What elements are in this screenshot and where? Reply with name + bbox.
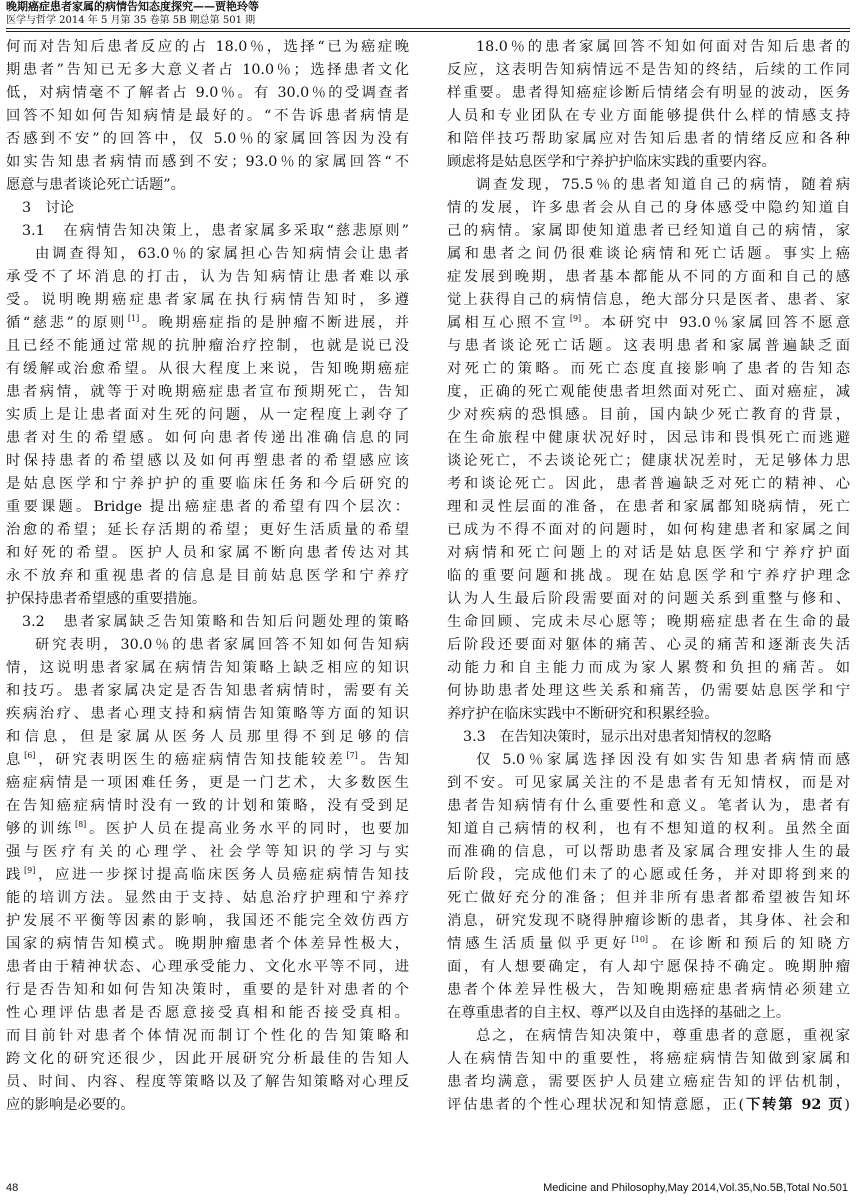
line-text: 消息，研究发现不晓得肿瘤诊断的患者，其身体、社会和: [447, 913, 850, 929]
text-line: [447, 381, 850, 404]
line-text: 员、时间、内容、程度等策略以及了解告知策略对心理反: [6, 1074, 409, 1090]
text-line: [447, 59, 850, 82]
text-line: [447, 220, 850, 243]
text-line: [447, 427, 850, 450]
section-heading: [6, 220, 409, 243]
text-line: [6, 588, 409, 611]
line-text: 是姑息医学和宁养护护的重要临床任务和今后研究的: [6, 476, 409, 492]
line-text: 在尊重患者的自主权、尊严以及自由选择的基础之上。: [447, 1005, 791, 1021]
line-text: 循“慈悲”的原则: [6, 315, 127, 331]
line-text: 属和患者之间仍很难谈论病情和死亡话题。事实上癌: [447, 246, 850, 262]
text-line: [447, 611, 850, 634]
line-text: 癌症病情是一项困难任务，更是一门艺术，大多数医生: [6, 775, 409, 791]
text-line: [6, 404, 409, 427]
text-line: [447, 1002, 850, 1025]
line-text: 已成为不得不面对的问题时，如何构建患者和家属之间: [447, 522, 850, 538]
text-line: [447, 197, 850, 220]
text-line: [6, 864, 409, 887]
line-text: 对病情和死亡问题上的对话是姑息医学和宁养疗护面: [447, 545, 850, 561]
line-text: 患者告知病情有什么重要性和意义。笔者认为，患者有: [447, 798, 850, 814]
line-text: 人在病情告知中的重要性，将癌症病情告知做到家属和: [447, 1051, 850, 1067]
text-line: [6, 358, 409, 381]
line-text: 症发展到晚期，患者基本都能从不同的方面和自己的感: [447, 269, 850, 285]
line-text: 。晚期癌症指的是肿瘤不断进展，并: [139, 315, 409, 331]
citation-ref: [6]: [24, 751, 36, 760]
text-line: [447, 565, 850, 588]
line-text: 养疗护在临床实践中不断研究和积累经验。: [447, 706, 719, 722]
text-line: [6, 680, 409, 703]
line-text: 后阶段还要面对躯体的痛苦、心灵的痛苦和逐渐丧失活: [447, 637, 850, 653]
text-line: [447, 1094, 850, 1117]
text-line: [6, 749, 409, 772]
line-text: 且已经不能通过常规的抗肿瘤治疗控制，也就是说已没: [6, 338, 409, 354]
line-text: 性心理评估患者是否愿意接受真相和能否接受真相。: [6, 1005, 409, 1021]
text-line: [447, 128, 850, 151]
left-column: [6, 36, 409, 1117]
line-text: 觉上获得自己的病情信息，绝大部分只是医者、患者、家: [447, 292, 850, 308]
text-line: [6, 1002, 409, 1025]
text-line: [447, 910, 850, 933]
line-text: 能的培训方法。显然由于支持、姑息治疗护理和宁养疗: [6, 890, 409, 906]
text-line: [447, 243, 850, 266]
text-line: [6, 818, 409, 841]
line-text: 何协助患者处理这些关系和痛苦，仍需要姑息医学和宁: [447, 683, 850, 699]
line-text: 永不放弃和重视患者的信息是目前姑息医学和宁养疗: [6, 568, 409, 584]
header-rule-bottom: [6, 31, 850, 32]
line-text: 。本研究中 93.0％家属回答不愿意: [581, 315, 850, 331]
text-line: [6, 427, 409, 450]
line-text: 对死亡的策略。而死亡态度直接影响了患者的告知态: [447, 361, 850, 377]
text-line: [6, 450, 409, 473]
line-text: 如实告知患者病情而感到不安；93.0％的家属回答“不: [6, 154, 409, 170]
text-line: [6, 266, 409, 289]
text-line: [447, 450, 850, 473]
text-line: [6, 565, 409, 588]
text-line: [6, 36, 409, 59]
text-line: [447, 1048, 850, 1071]
text-line: [447, 841, 850, 864]
line-text: 后阶段，完成他们未了的心愿或任务，并对即将到来的: [447, 867, 850, 883]
line-text: 临的重要问题和挑战。现在姑息医学和宁养疗护理念: [447, 568, 850, 584]
text-line: [6, 59, 409, 82]
line-text: 和信息，但是家属从医务人员那里得不到足够的信: [6, 729, 409, 745]
line-text: 3.2 患者家属缺乏告知策略和告知后问题处理的策略: [22, 614, 409, 630]
right-column: [447, 36, 850, 1117]
line-text: 期患者”告知已无多大意义者占 10.0％；选择患者文化: [6, 62, 409, 78]
text-line: [447, 749, 850, 772]
page-number: 48: [6, 1182, 19, 1194]
citation-ref: [7]: [346, 751, 358, 760]
line-text: 情感生活质量似乎更好: [447, 936, 631, 952]
continuation-note: 下转第 92 页: [744, 1097, 845, 1113]
text-line: [6, 335, 409, 358]
line-text: 调查发现，75.5％的患者知道自己的病情，随着病: [476, 177, 850, 193]
header-rule-top: [6, 28, 850, 29]
line-text: 己的病情。家属即使知道患者已经知道自己的病情，家: [447, 223, 850, 239]
line-text: 人员和专业团队在专业方面能够提供什么样的情感支持: [447, 108, 850, 124]
line-text: 患者个体差异性极大，告知晚期癌症患者病情必须建立: [447, 982, 850, 998]
text-line: [6, 726, 409, 749]
line-text: 样重要。患者得知癌症诊断后情绪会有明显的波动，医务: [447, 85, 850, 101]
line-text: 跨文化的研究还很少，因此开展研究分析最佳的告知人: [6, 1051, 409, 1067]
line-text: 患者对生的希望感。如何向患者传递出准确信息的同: [6, 430, 409, 446]
line-text: 3.3 在告知决策时，显示出对患者知情权的忽略: [463, 729, 772, 745]
line-text: 愿意与患者谈论死亡话题”。: [6, 177, 185, 193]
line-text: 少对疾病的恐惧感。目前，国内缺少死亡教育的背景，: [447, 407, 850, 423]
line-text: 受。说明晚期癌症患者家属在执行病情告知时，多遵: [6, 292, 409, 308]
line-text: 谈论死亡，不去谈论死亡；健康状况差时，无足够体力思: [447, 453, 850, 469]
text-line: [447, 542, 850, 565]
text-line: [447, 174, 850, 197]
text-line: [447, 979, 850, 1002]
citation-ref: [9]: [569, 314, 582, 323]
line-text: 行是否告知和如何告知决策时，重要的是针对患者的个: [6, 982, 409, 998]
text-line: [6, 151, 409, 174]
line-text: 而目前针对患者个体情况而制订个性化的告知策略和: [6, 1028, 409, 1044]
line-text: 强与医疗有关的心理学、社会学等知识的学习与实: [6, 844, 409, 860]
line-text: 而准确的信息，可以帮助患者及家属合理安排人生的最: [447, 844, 850, 860]
text-line: [6, 496, 409, 519]
line-text: 有缓解或治愈希望。从很大程度上来说，告知晚期癌症: [6, 361, 409, 377]
line-text: 生命回顾、完成未尽心愿等；晚期癌症患者在生命的最: [447, 614, 850, 630]
line-text: 护保持患者希望感的重要措施。: [6, 591, 207, 607]
text-line: [447, 36, 850, 59]
line-text: 顾虑将是姑息医学和宁养护护临床实践的重要内容。: [447, 154, 776, 170]
line-text: 在生命旅程中健康状况好时，因忌讳和畏惧死亡而逃避: [447, 430, 850, 446]
text-line: [447, 887, 850, 910]
text-line: [6, 956, 409, 979]
text-line: [447, 519, 850, 542]
line-text: 和好死的希望。医护人员和家属不断向患者传达对其: [6, 545, 409, 561]
text-line: [447, 404, 850, 427]
line-text: 承受不了坏消息的打击，认为告知病情让患者难以承: [6, 269, 409, 285]
line-text: 实质上是让患者面对生死的问题，从一定程度上剥夺了: [6, 407, 409, 423]
line-text: 回答不知如何告知病情是最好的。“不告诉患者病情是: [6, 108, 409, 124]
citation-ref: [8]: [74, 820, 87, 829]
line-text: 面，有人想要确定，有人却宁愿保持不确定。晚期肿瘤: [447, 959, 850, 975]
text-line: [447, 1071, 850, 1094]
running-title: 晚期癌症患者家属的病情告知态度探究——贾艳玲等: [6, 0, 259, 13]
line-text: 反应，这表明告知病情远不是告知的终结，后续的工作同: [447, 62, 850, 78]
line-text: ，应进一步探讨提高临床医务人员癌症病情告知技: [35, 867, 410, 883]
line-text: 。告知: [357, 752, 410, 768]
text-line: [447, 335, 850, 358]
text-line: [447, 82, 850, 105]
text-line: [6, 910, 409, 933]
text-line: [6, 381, 409, 404]
line-text: 死亡做好充分的准备；但并非所有患者都希望被告知坏: [447, 890, 850, 906]
line-text: 国家的病情告知模式。晚期肿瘤患者个体差异性极大，: [6, 936, 409, 952]
line-text: 和技巧。患者家属决定是否告知患者病情时，需要有关: [6, 683, 409, 699]
text-line: [6, 82, 409, 105]
text-line: [447, 496, 850, 519]
line-text: 低，对病情毫不了解者占 9.0％。有 30.0％的受调查者: [6, 85, 409, 101]
text-line: [447, 956, 850, 979]
line-text: 属相互心照不宣: [447, 315, 569, 331]
line-text: 息: [6, 752, 24, 768]
text-line: [447, 151, 850, 174]
text-line: [447, 358, 850, 381]
text-line: [6, 657, 409, 680]
text-line: [447, 818, 850, 841]
text-line: [447, 680, 850, 703]
text-line: [447, 266, 850, 289]
text-line: [447, 1025, 850, 1048]
line-text: 由调查得知，63.0％的家属担心告知病情会让患者: [35, 246, 409, 262]
line-text: 18.0％的患者家属回答不知如何面对告知后患者的: [476, 39, 850, 55]
journal-footer-english: Medicine and Philosophy,May 2014,Vol.35,No.5B,Total No.501: [543, 1182, 848, 1194]
line-text: ): [844, 1097, 850, 1113]
line-text: 研究表明，30.0％的患者家属回答不知如何告知病: [35, 637, 409, 653]
line-text: 动能力和自主能力而成为家人累赘和负担的痛苦。如: [447, 660, 850, 676]
line-text: 3.1 在病情告知决策上，患者家属多采取“慈悲原则”: [22, 223, 409, 239]
text-line: [6, 1071, 409, 1094]
text-line: [6, 128, 409, 151]
text-line: [447, 772, 850, 795]
text-line: [6, 703, 409, 726]
line-text: 考和谈论死亡。因此，患者普遍缺乏对死亡的精神、心: [447, 476, 850, 492]
line-text: 否感到不安”的回答中，仅 5.0％的家属回答因为没有: [6, 131, 409, 147]
text-line: [447, 864, 850, 887]
text-line: [6, 795, 409, 818]
citation-ref: [10]: [631, 935, 649, 944]
line-text: 理和灵性层面的准备，在患者和家属都知晓病情，死亡: [447, 499, 850, 515]
line-text: 评估患者的个性心理状况和知情意愿，正(: [447, 1097, 745, 1113]
line-text: 患者均满意，需要医护人员建立癌症告知的评估机制，: [447, 1074, 850, 1090]
line-text: 度，正确的死亡观能使患者坦然面对死亡、面对癌症，减: [447, 384, 850, 400]
text-line: [6, 634, 409, 657]
text-line: [447, 703, 850, 726]
text-line: [447, 312, 850, 335]
text-line: [6, 841, 409, 864]
text-line: [6, 933, 409, 956]
line-text: 仅 5.0％家属选择因没有如实告知患者病情而感: [476, 752, 850, 768]
line-text: 何而对告知后患者反应的占 18.0％，选择“已为癌症晚: [6, 39, 409, 55]
text-line: [447, 795, 850, 818]
text-line: [6, 473, 409, 496]
line-text: ，研究表明医生的癌症病情告知技能较差: [35, 752, 346, 768]
text-line: [6, 105, 409, 128]
section-heading: [6, 611, 409, 634]
line-text: 时保持患者的希望感以及如何再塑患者的希望感应该: [6, 453, 409, 469]
text-line: [6, 1094, 409, 1117]
citation-ref: [9]: [24, 866, 36, 875]
text-line: [6, 1048, 409, 1071]
line-text: 患者病情，就等于对晚期癌症患者宣布预期死亡，告知: [6, 384, 409, 400]
text-line: [447, 634, 850, 657]
line-text: 3 讨论: [22, 200, 74, 216]
text-line: [6, 979, 409, 1002]
line-text: 认为人生最后阶段需要面对的问题关系到重整与修和、: [447, 591, 850, 607]
text-line: [447, 473, 850, 496]
line-text: 重要课题。Bridge 提出癌症患者的希望有四个层次：: [6, 499, 409, 515]
text-line: [6, 243, 409, 266]
line-text: 到不安。可见家属关注的不是患者有无知情权，而是对: [447, 775, 850, 791]
text-line: [6, 312, 409, 335]
line-text: 应的影响是必要的。: [6, 1097, 135, 1113]
line-text: 疾病治疗、患者心理支持和病情告知策略等方面的知识: [6, 706, 409, 722]
text-line: [447, 933, 850, 956]
text-line: [6, 542, 409, 565]
text-line: [447, 588, 850, 611]
journal-issue-line: 医学与哲学 2014 年 5 月第 35 卷第 5B 期总第 501 期: [6, 15, 256, 26]
text-line: [6, 887, 409, 910]
text-line: [447, 657, 850, 680]
text-line: [447, 289, 850, 312]
citation-ref: [1]: [127, 314, 140, 323]
line-text: 。医护人员在提高业务水平的同时，也要加: [86, 821, 410, 837]
text-line: [6, 519, 409, 542]
line-text: 够的训练: [6, 821, 74, 837]
line-text: 和陪伴技巧帮助家属应对告知后患者的情绪反应和各种: [447, 131, 850, 147]
line-text: 情，这说明患者家属在病情告知策略上缺乏相应的知识: [6, 660, 409, 676]
line-text: 在告知癌症病情时没有一致的计划和策略，没有受到足: [6, 798, 409, 814]
line-text: 。在诊断和预后的知晓方: [648, 936, 850, 952]
line-text: 护发展不平衡等因素的影响，我国还不能完全效仿西方: [6, 913, 409, 929]
text-line: [6, 1025, 409, 1048]
text-line: [6, 289, 409, 312]
line-text: 患者由于精神状态、心理承受能力、文化水平等不同，进: [6, 959, 409, 975]
section-heading: [6, 197, 409, 220]
line-text: 情的发展，许多患者会从自己的身体感受中隐约知道自: [447, 200, 850, 216]
line-text: 与患者谈论死亡话题。这表明患者和家属普遍缺乏面: [447, 338, 850, 354]
text-line: [447, 105, 850, 128]
section-heading: [447, 726, 850, 749]
line-text: 践: [6, 867, 23, 883]
line-text: 总之，在病情告知决策中，尊重患者的意愿，重视家: [476, 1028, 850, 1044]
line-text: 治愈的希望；延长存活期的希望；更好生活质量的希望: [6, 522, 409, 538]
text-line: [6, 174, 409, 197]
text-line: [6, 772, 409, 795]
line-text: 知道自己病情的权利，也有不想知道的权利。虽然全面: [447, 821, 850, 837]
